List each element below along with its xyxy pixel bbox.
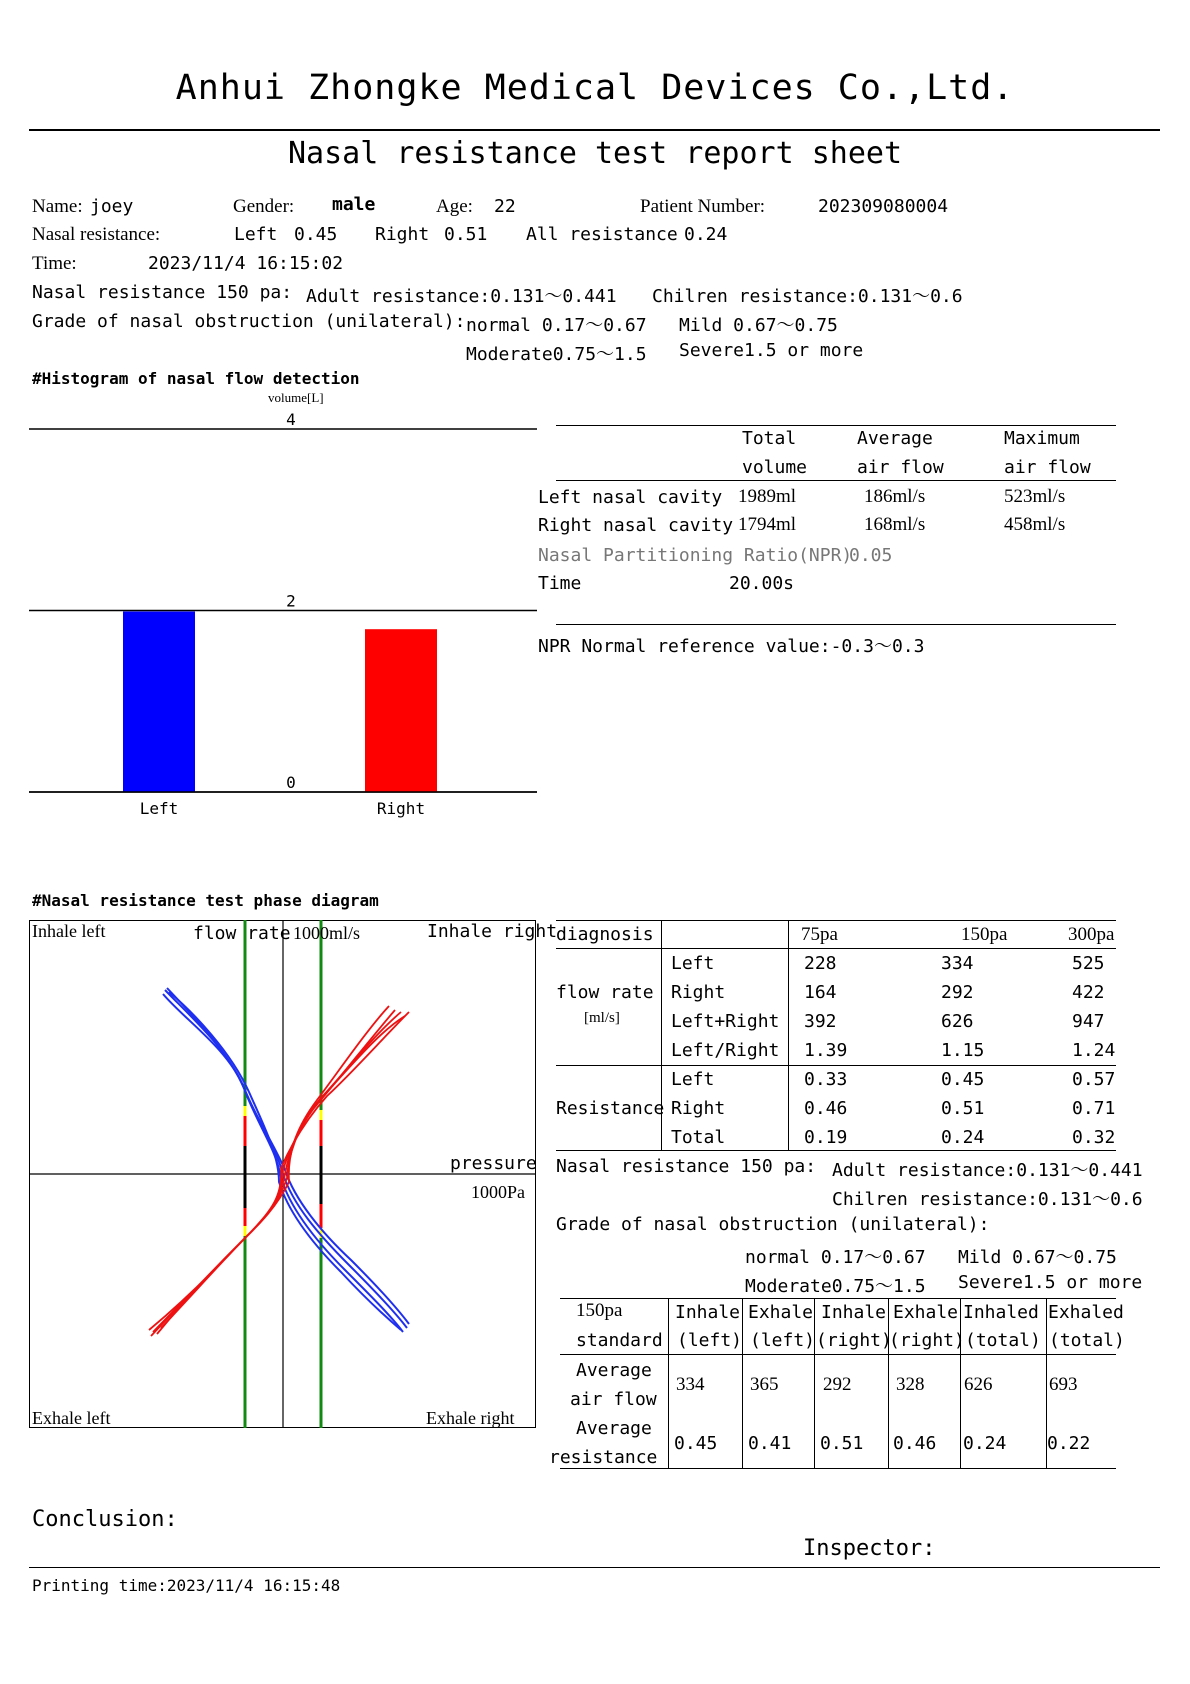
flow-right-150: 292: [941, 982, 974, 1003]
flow-sum-75: 392: [804, 1011, 837, 1032]
avg-flow-3: 328: [896, 1374, 925, 1395]
histogram-chart: [0, 400, 560, 830]
avg-flow-2: 292: [823, 1374, 852, 1395]
flow-sum-300: 947: [1072, 1011, 1105, 1032]
avg-res-label-1: Average: [576, 1418, 652, 1439]
histogram-label-left: Left: [139, 799, 179, 818]
all-resistance: 0.24: [684, 224, 728, 245]
flow-left-150: 334: [941, 953, 974, 974]
grade-mild-2: Mild 0.67～0.75: [958, 1247, 1117, 1268]
avg-res-2: 0.51: [820, 1433, 864, 1454]
flow-ratio-300: 1.24: [1072, 1040, 1116, 1061]
patient-number-label: Patient Number:: [640, 196, 766, 217]
histogram-tick-0: 0: [286, 773, 296, 792]
res-right-label: Right: [671, 1098, 726, 1119]
company-name: Anhui Zhongke Medical Devices Co.,Ltd.: [175, 68, 1015, 108]
age-label: Age:: [436, 196, 473, 217]
flow-right-75: 164: [804, 982, 837, 1003]
flow-ratio-75: 1.39: [804, 1040, 848, 1061]
std-h4-a: Inhaled: [963, 1302, 1039, 1323]
inhale-right-label: Inhale right: [427, 921, 558, 942]
pressure-300: 300pa: [1068, 924, 1115, 945]
res-left-label: Left: [671, 1069, 715, 1090]
avg-flow-label-2: air flow: [570, 1389, 657, 1410]
histogram-unit: volume[L]: [268, 390, 324, 405]
flow-sum-label: Left+Right: [671, 1011, 780, 1032]
res-left-300: 0.57: [1072, 1069, 1116, 1090]
res-right-300: 0.71: [1072, 1098, 1116, 1119]
left-resistance: 0.45: [294, 224, 338, 245]
patient-age: 22: [494, 196, 516, 217]
ref-150-label: Nasal resistance 150 pa:: [32, 282, 293, 303]
std-h3-a: Exhale: [893, 1302, 959, 1323]
res-total-300: 0.32: [1072, 1127, 1116, 1148]
grade-label-2: Grade of nasal obstruction (unilateral):: [556, 1214, 990, 1235]
std-h4-b: (total): [965, 1330, 1041, 1351]
name-label: Name:: [32, 196, 83, 217]
npr-reference: NPR Normal reference value:-0.3～0.3: [538, 636, 925, 657]
flow-right-300: 422: [1072, 982, 1105, 1003]
std-h5-b: (total): [1049, 1330, 1125, 1351]
std-h2-b: (right): [816, 1330, 892, 1351]
pressure-150: 150pa: [961, 924, 1008, 945]
row-left-label: Left nasal cavity: [538, 487, 723, 508]
histogram-tick-4: 4: [286, 410, 296, 429]
avg-res-5: 0.22: [1047, 1433, 1091, 1454]
diagnosis-header: diagnosis: [556, 924, 654, 945]
std-corner-2: standard: [576, 1330, 663, 1351]
duration-label: Time: [538, 573, 582, 594]
res-total-75: 0.19: [804, 1127, 848, 1148]
flow-rate-unit: [ml/s]: [584, 1010, 620, 1026]
inhale-left-label: Inhale left: [32, 921, 106, 941]
grade-severe-2: Severe1.5 or more: [958, 1272, 1143, 1293]
children-resistance: Chilren resistance:0.131～0.6: [652, 286, 963, 307]
phase-diagram-frame: [29, 920, 558, 1428]
phase-diagram-title: #Nasal resistance test phase diagram: [32, 891, 379, 910]
header-average: Average: [857, 428, 933, 449]
right-label: Right: [375, 224, 430, 245]
flow-left-label: Left: [671, 953, 715, 974]
std-corner-1: 150pa: [576, 1300, 623, 1321]
conclusion-label: Conclusion:: [32, 1507, 178, 1532]
time-label: Time:: [32, 253, 77, 274]
pressure-scale-label: 1000Pa: [471, 1182, 525, 1202]
npr-value: 0.05: [849, 545, 893, 566]
avg-flow-1: 365: [750, 1374, 779, 1395]
flow-sum-150: 626: [941, 1011, 974, 1032]
left-label: Left: [234, 224, 278, 245]
npr-label: Nasal Partitioning Ratio(NPR): [538, 545, 853, 566]
row-left-total: 1989ml: [738, 486, 797, 507]
row-left-max: 523ml/s: [1004, 486, 1066, 507]
flow-right-label: Right: [671, 982, 726, 1003]
footer-divider: [29, 1567, 1160, 1568]
res-right-75: 0.46: [804, 1098, 848, 1119]
std-h1-b: (left): [750, 1330, 816, 1351]
right-resistance: 0.51: [444, 224, 488, 245]
avg-res-1: 0.41: [748, 1433, 792, 1454]
res-left-150: 0.45: [941, 1069, 985, 1090]
gender-label: Gender:: [233, 196, 295, 217]
res-left-75: 0.33: [804, 1069, 848, 1090]
res-right-150: 0.51: [941, 1098, 985, 1119]
inspector-label: Inspector:: [803, 1536, 936, 1561]
grade-moderate-2: Moderate0.75～1.5: [745, 1276, 926, 1297]
std-h2-a: Inhale: [821, 1302, 887, 1323]
std-h5-a: Exhaled: [1048, 1302, 1124, 1323]
header-divider: [29, 129, 1160, 131]
row-right-total: 1794ml: [738, 514, 797, 535]
row-left-avg: 186ml/s: [864, 486, 926, 507]
grade-normal: normal 0.17～0.67: [466, 315, 647, 336]
patient-number: 202309080004: [818, 196, 949, 217]
std-h1-a: Exhale: [748, 1302, 814, 1323]
header-maximum: Maximum: [1004, 428, 1080, 449]
flow-rate-label: flow rate: [193, 923, 291, 944]
std-h0-b: (left): [677, 1330, 743, 1351]
test-time: 2023/11/4 16:15:02: [148, 253, 344, 274]
pressure-75: 75pa: [801, 924, 838, 945]
header-volume: volume: [742, 457, 808, 478]
avg-res-4: 0.24: [963, 1433, 1007, 1454]
std-h0-a: Inhale: [675, 1302, 741, 1323]
grade-mild: Mild 0.67～0.75: [679, 315, 838, 336]
avg-res-3: 0.46: [893, 1433, 937, 1454]
patient-name: joey: [90, 196, 134, 217]
flow-left-75: 228: [804, 953, 837, 974]
grade-normal-2: normal 0.17～0.67: [745, 1247, 926, 1268]
res-total-150: 0.24: [941, 1127, 985, 1148]
exhale-left-label: Exhale left: [32, 1408, 111, 1428]
flow-scale-label: 1000ml/s: [293, 923, 361, 943]
row-right-avg: 168ml/s: [864, 514, 926, 535]
histogram-bar-right: [365, 629, 437, 792]
report-title: Nasal resistance test report sheet: [287, 136, 903, 171]
flow-ratio-label: Left/Right: [671, 1040, 780, 1061]
avg-flow-label-1: Average: [576, 1360, 652, 1381]
std-h3-b: (right): [889, 1330, 965, 1351]
row-right-max: 458ml/s: [1004, 514, 1066, 535]
nasal-resistance-label: Nasal resistance:: [32, 224, 161, 245]
all-resistance-label: All resistance: [526, 224, 678, 245]
histogram-title: #Histogram of nasal flow detection: [32, 369, 360, 388]
flow-left-300: 525: [1072, 953, 1105, 974]
grade-label: Grade of nasal obstruction (unilateral):: [32, 311, 466, 332]
histogram-bar-left: [123, 611, 195, 792]
pressure-label: pressure: [450, 1153, 537, 1174]
ref-150-label-2: Nasal resistance 150 pa:: [556, 1156, 817, 1177]
histogram-label-right: Right: [376, 799, 426, 818]
adult-resistance-2: Adult resistance:0.131～0.441: [832, 1160, 1143, 1181]
histogram-tick-2: 2: [286, 591, 296, 611]
patient-gender: male: [332, 194, 376, 215]
children-resistance-2: Chilren resistance:0.131～0.6: [832, 1189, 1143, 1210]
avg-flow-0: 334: [676, 1374, 705, 1395]
header-air-flow: air flow: [857, 457, 944, 478]
flow-ratio-150: 1.15: [941, 1040, 985, 1061]
res-total-label: Total: [671, 1127, 726, 1148]
avg-flow-4: 626: [964, 1374, 993, 1395]
adult-resistance: Adult resistance:0.131～0.441: [306, 286, 617, 307]
phase-diagram-plot: [29, 920, 536, 1428]
header-max-air-flow: air flow: [1004, 457, 1091, 478]
avg-res-label-2: resistance: [549, 1447, 658, 1468]
grade-severe: Severe1.5 or more: [679, 340, 864, 361]
grade-moderate: Moderate0.75～1.5: [466, 344, 647, 365]
avg-res-0: 0.45: [674, 1433, 718, 1454]
resistance-row-label: Resistance: [556, 1098, 665, 1119]
printing-time: Printing time:2023/11/4 16:15:48: [32, 1576, 341, 1595]
flow-rate-row-label: flow rate: [556, 982, 654, 1003]
exhale-right-label: Exhale right: [426, 1408, 515, 1428]
row-right-label: Right nasal cavity: [538, 515, 734, 536]
duration-value: 20.00s: [729, 573, 795, 594]
avg-flow-5: 693: [1049, 1374, 1078, 1395]
header-total: Total: [742, 428, 797, 449]
